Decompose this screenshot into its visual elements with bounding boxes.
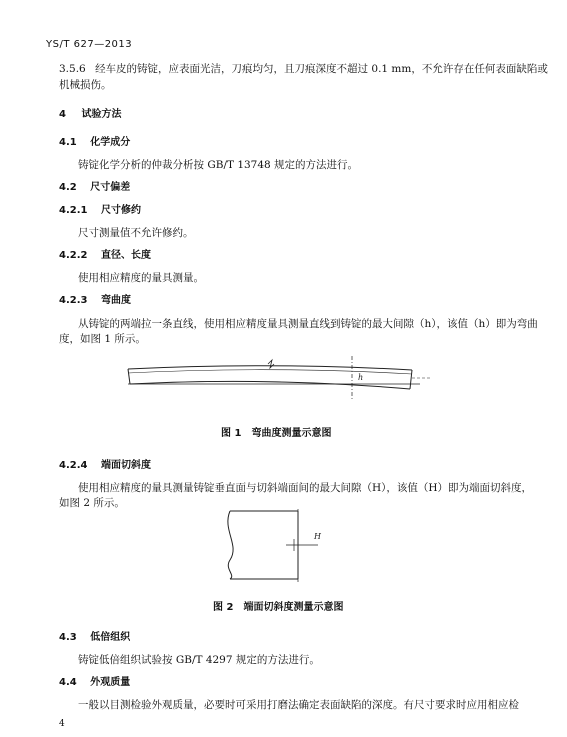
section-text: 经车皮的铸锭，应表面光洁，刀痕均匀，且刀痕深度不超过 0.1 mm，不允许存在任何表面缺陷或: [95, 63, 548, 75]
section-4-1-body: 铸锭化学分析的仲裁分析按 GB/T 13748 规定的方法进行。: [78, 159, 359, 171]
figure-2-end-cut-diagram: [222, 505, 332, 585]
section-title: 低倍组织: [90, 632, 131, 643]
ingot-bottom-edge: [130, 381, 410, 389]
figure-2-caption: 图 2 端面切斜度测量示意图: [213, 602, 344, 613]
ingot-inner-line: [128, 370, 412, 374]
section-title: 直径、长度: [100, 250, 151, 261]
figure-1-bending-diagram: [120, 350, 440, 410]
section-4-2-3-line1: 从铸锭的两端拉一条直线，使用相应精度量具测量直线到铸锭的最大间隙（h），该值（h）即为弯曲: [78, 318, 538, 330]
section-4-3-heading: [59, 631, 130, 645]
section-4-2-1-heading: [59, 204, 141, 218]
section-number: 4.2.1: [59, 205, 88, 216]
ingot-break-curve: [228, 511, 233, 579]
section-number: 4.2.4: [59, 460, 88, 471]
section-title: 尺寸修约: [100, 205, 141, 216]
figure-1-label-h: h: [358, 373, 364, 382]
section-number: 4.2.2: [59, 250, 88, 261]
page-number: 4: [59, 719, 65, 729]
section-title: 端面切斜度: [100, 460, 151, 471]
section-3-5-6-line2: 机械损伤。: [59, 79, 112, 91]
section-4-2-4-line2: 如图 2 所示。: [59, 497, 125, 509]
section-number: 4.3: [59, 632, 77, 643]
section-4-2-2-heading: [59, 249, 151, 263]
figure-2-label-H: H: [314, 532, 321, 541]
section-4-3-body: 铸锭低倍组织试验按 GB/T 4297 规定的方法进行。: [78, 654, 320, 666]
section-number: 4.1: [59, 137, 77, 148]
section-4-1-heading: [59, 136, 130, 150]
section-number: 4: [59, 109, 66, 120]
section-4-2-3-heading: [59, 294, 131, 308]
section-4-heading: [59, 108, 121, 122]
section-title: 尺寸偏差: [90, 182, 131, 193]
section-4-2-3-line2: 度，如图 1 所示。: [59, 333, 146, 345]
section-number: 4.2: [59, 182, 77, 193]
section-4-2-heading: [59, 181, 130, 195]
standard-code-header: YS/T 627—2013: [46, 39, 133, 50]
section-title: 弯曲度: [100, 295, 131, 306]
section-number: 4.4: [59, 677, 77, 688]
ingot-right-end: [410, 370, 412, 389]
section-title: 外观质量: [90, 677, 131, 688]
section-4-2-4-line1: 使用相应精度的量具测量铸锭垂直面与切斜端面间的最大间隙（H），该值（H）即为端面切斜度，: [78, 482, 533, 494]
section-number: 4.2.3: [59, 295, 88, 306]
figure-1-caption: 图 1 弯曲度测量示意图: [221, 428, 332, 439]
break-mark: [268, 360, 274, 368]
section-4-2-2-body: 使用相应精度的量具测量。: [78, 272, 204, 284]
section-number: 3.5.6: [59, 63, 86, 75]
section-title: 试验方法: [81, 109, 122, 120]
section-4-4-body: 一般以目测检验外观质量，必要时可采用打磨法确定表面缺陷的深度。有尺寸要求时应用相应检: [78, 699, 519, 711]
section-4-4-heading: [59, 676, 130, 690]
section-3-5-6-line1: [59, 62, 548, 76]
section-4-2-1-body: 尺寸测量值不允许修约。: [78, 227, 194, 239]
ingot-left-end: [128, 369, 130, 384]
section-title: 化学成分: [90, 137, 131, 148]
section-4-2-4-heading: [59, 459, 151, 473]
